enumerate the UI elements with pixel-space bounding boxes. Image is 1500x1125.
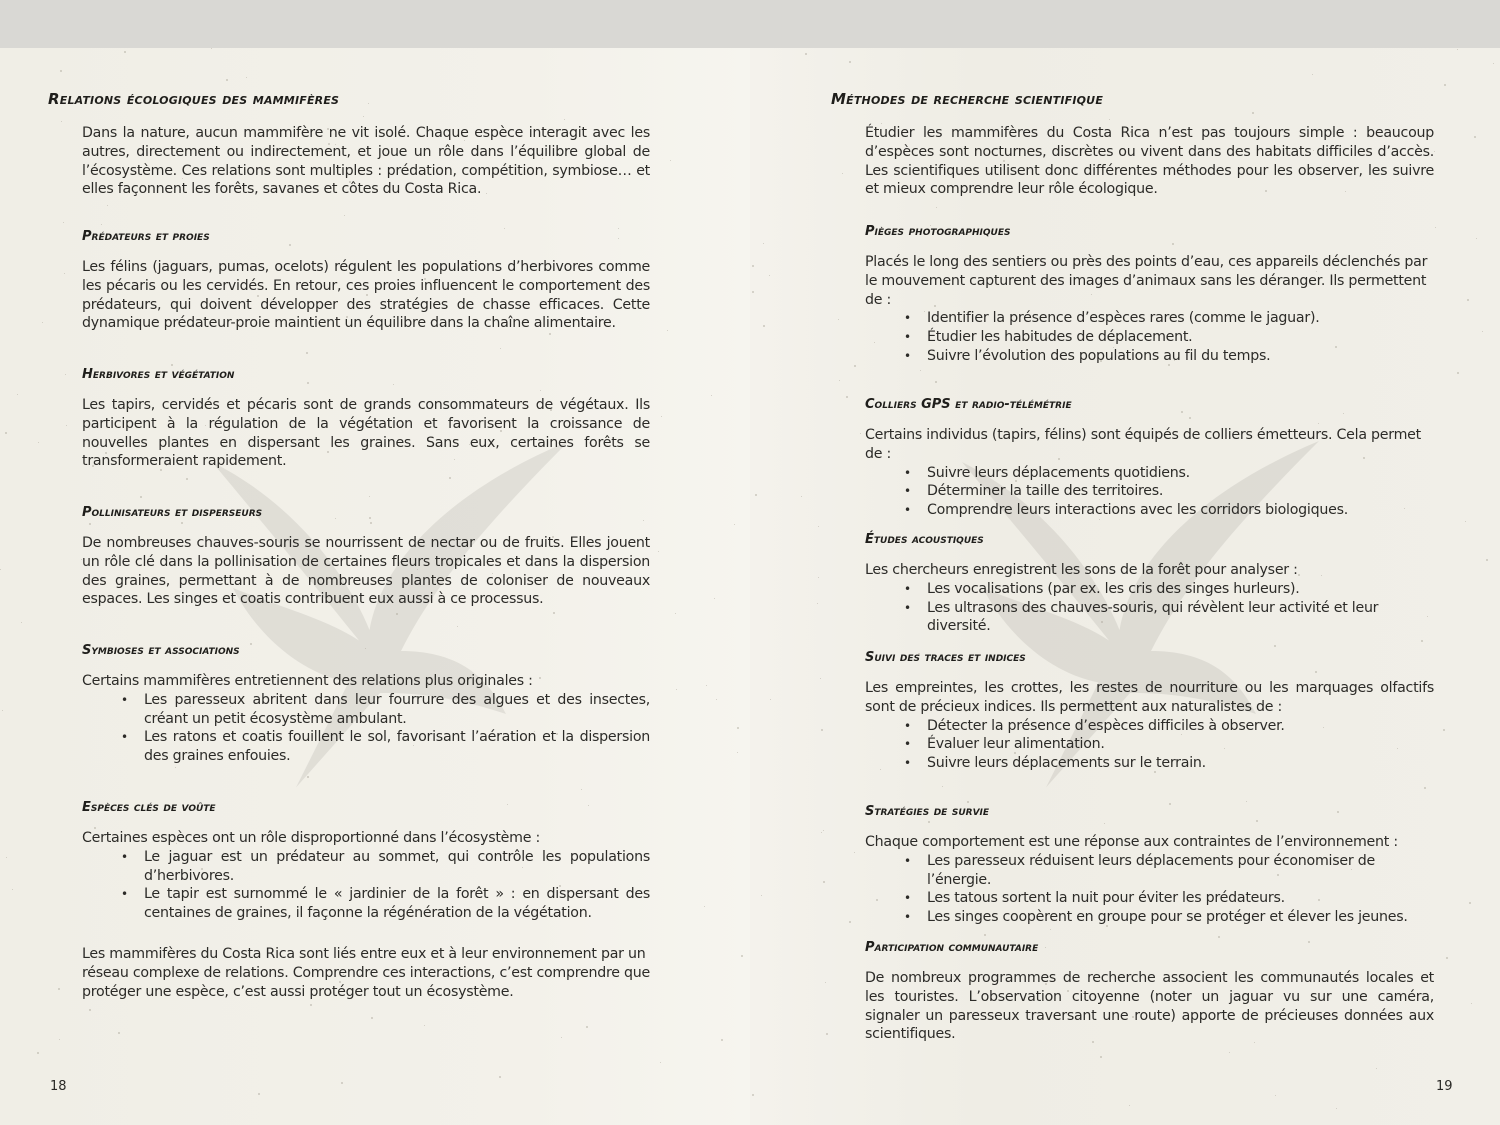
- paper-speck: [424, 1025, 425, 1026]
- paper-speck: [818, 526, 819, 527]
- intro-paragraph: Dans la nature, aucun mammifère ne vit isolé. Chaque espèce interagit avec les autres, directement ou indirectement, et joue un rôle dans l’équilibre global de l’écosystème. Ces relations sont multiples : prédation, compétition, symbiose… et elles façonnent les forêts, savanes et côtes du Costa Rica.: [82, 125, 650, 198]
- paper-speck: [59, 1039, 60, 1040]
- paper-speck: [675, 613, 676, 614]
- bullet-list: [82, 848, 650, 923]
- paper-speck: [65, 374, 66, 375]
- list-item: • Suivre l’évolution des populations au fil du temps.: [927, 347, 1434, 366]
- paper-speck: [935, 381, 937, 383]
- paper-speck: [140, 496, 142, 498]
- section-symbioses: [82, 643, 650, 766]
- paper-speck: [37, 1052, 39, 1054]
- paper-speck: [670, 160, 671, 161]
- paper-speck: [1434, 151, 1435, 152]
- paper-speck: [1421, 640, 1423, 642]
- list-item: • Les paresseux abritent dans leur fourrure des algues et des insectes, créant un petit écosystème ambulant.: [144, 691, 650, 729]
- paper-speck: [586, 1026, 588, 1028]
- intro-section: [82, 124, 650, 199]
- paper-speck: [737, 727, 739, 729]
- paper-speck: [371, 1017, 373, 1019]
- section-title: Participation communautaire: [865, 940, 1039, 955]
- paper-speck: [984, 934, 986, 936]
- list-item: • Identifier la présence d’espèces rares (comme le jaguar).: [927, 309, 1434, 328]
- paper-speck: [1443, 729, 1445, 731]
- page-number: 18: [50, 1079, 67, 1094]
- section-title: Symbioses et associations: [82, 643, 240, 658]
- paper-speck: [752, 291, 754, 293]
- paper-speck: [1109, 119, 1110, 120]
- paper-speck: [549, 333, 551, 335]
- paper-speck: [854, 365, 856, 367]
- section-paragraph: Placés le long des sentiers ou près des points d’eau, ces appareils déclenchés par le mouvement capturent des images d’animaux sans les déranger. Ils permettent de :: [865, 254, 1428, 308]
- section-paragraph: Chaque comportement est une réponse aux contraintes de l’environnement :: [865, 834, 1398, 850]
- paper-speck: [21, 622, 22, 623]
- section-title: Herbivores et végétation: [82, 367, 235, 382]
- paper-speck: [171, 364, 173, 366]
- section-paragraph: Certains mammifères entretiennent des relations plus originales :: [82, 673, 533, 689]
- paper-speck: [763, 243, 764, 244]
- paper-speck: [226, 79, 228, 81]
- paper-speck: [1275, 1095, 1276, 1096]
- paper-speck: [1100, 1056, 1102, 1058]
- list-item: • Le jaguar est un prédateur au sommet, qui contrôle les populations d’herbivores.: [144, 848, 650, 886]
- paper-speck: [769, 275, 770, 276]
- paper-speck: [660, 1062, 661, 1063]
- section-title: Suivi des traces et indices: [865, 650, 1026, 665]
- paper-speck: [63, 222, 64, 223]
- paper-speck: [211, 48, 212, 49]
- paper-speck: [860, 433, 861, 434]
- list-item: • Étudier les habitudes de déplacement.: [927, 328, 1434, 347]
- conclusion-paragraph: Les mammifères du Costa Rica sont liés entre eux et à leur environnement par un réseau complexe de relations. Comprendre ces interactions, c’est comprendre que protéger une espèce, c’est aussi protéger tout un écosystème.: [82, 946, 650, 1000]
- paper-speck: [457, 626, 458, 627]
- paper-speck: [1274, 645, 1276, 647]
- paper-speck: [818, 577, 819, 578]
- paper-speck: [1474, 136, 1476, 138]
- paper-speck: [396, 613, 398, 615]
- paper-speck: [12, 889, 13, 890]
- paper-speck: [716, 699, 717, 700]
- paper-speck: [714, 598, 715, 599]
- paper-speck: [5, 432, 7, 434]
- section-strategies-survie: [865, 804, 1434, 927]
- paper-speck: [175, 767, 176, 768]
- conclusion-section: [82, 945, 650, 1001]
- paper-speck: [64, 273, 65, 274]
- paper-speck: [942, 786, 943, 787]
- paper-speck: [920, 370, 921, 371]
- list-item: • Comprendre leurs interactions avec les corridors biologiques.: [927, 501, 1434, 520]
- list-item: • Les tatous sortent la nuit pour éviter les prédateurs.: [927, 889, 1434, 908]
- paper-speck: [1435, 227, 1436, 228]
- section-title: Prédateurs et proies: [82, 229, 210, 244]
- paper-speck: [1471, 1003, 1472, 1004]
- paper-speck: [581, 789, 582, 790]
- section-colliers-gps: [865, 397, 1434, 520]
- paper-speck: [826, 1033, 828, 1035]
- paper-speck: [823, 881, 825, 883]
- paper-speck: [1476, 238, 1477, 239]
- paper-speck: [839, 380, 840, 381]
- paper-speck: [1444, 84, 1446, 86]
- section-paragraph: Les félins (jaguars, pumas, ocelots) régulent les populations d’herbivores comme les pécaris ou les cervidés. En retour, ces proies influencent le comportement des prédateurs, qui doivent développer des stratégies de chasse efficaces. Cette dynamique prédateur-proie maintient un équilibre dans la chaîne alimentaire.: [82, 259, 650, 332]
- page-title: Méthodes de recherche scientifique: [831, 90, 1104, 108]
- section-paragraph: Les empreintes, les crottes, les restes de nourriture ou les marquages olfactifs sont de précieux indices. Ils permettent aux naturalistes de :: [865, 680, 1434, 715]
- paper-speck: [817, 603, 818, 604]
- list-item: • Le tapir est surnommé le « jardinier de la forêt » : en dispersant des centaines de graines, il façonne la régénération de la végétation.: [144, 885, 650, 923]
- paper-speck: [761, 895, 762, 896]
- paper-speck: [2, 710, 3, 711]
- bullet-list: [865, 852, 1434, 927]
- paper-speck: [368, 103, 369, 104]
- paper-speck: [825, 982, 826, 983]
- list-item: • Les vocalisations (par ex. les cris des singes hurleurs).: [927, 580, 1434, 599]
- paper-speck: [763, 325, 765, 327]
- paper-speck: [1376, 1068, 1377, 1069]
- paper-speck: [936, 207, 937, 208]
- bullet-list: [82, 691, 650, 766]
- paper-speck: [1252, 112, 1254, 114]
- section-herbivores-vegetation: [82, 367, 650, 471]
- paper-speck: [737, 752, 738, 753]
- paper-speck: [258, 1093, 260, 1095]
- paper-speck: [89, 1009, 91, 1011]
- list-item: • Évaluer leur alimentation.: [927, 735, 1434, 754]
- section-paragraph: Certaines espèces ont un rôle disproportionné dans l’écosystème :: [82, 830, 540, 846]
- section-suivi-traces: [865, 650, 1434, 773]
- paper-speck: [820, 678, 821, 679]
- list-item: • Suivre leurs déplacements sur le terrain.: [927, 754, 1434, 773]
- paper-speck: [499, 1076, 501, 1078]
- paper-speck: [821, 832, 822, 833]
- list-item: • Suivre leurs déplacements quotidiens.: [927, 464, 1434, 483]
- paper-speck: [38, 442, 39, 443]
- paper-speck: [1218, 936, 1220, 938]
- paper-speck: [676, 689, 677, 690]
- intro-section: [865, 124, 1434, 199]
- paper-speck: [821, 729, 823, 731]
- paper-speck: [838, 319, 839, 320]
- paper-speck: [0, 569, 1, 570]
- paper-speck: [1424, 787, 1426, 789]
- bullet-list: [865, 580, 1434, 636]
- paper-speck: [17, 394, 18, 395]
- section-title: Études acoustiques: [865, 532, 984, 547]
- section-paragraph: De nombreux programmes de recherche associent les communautés locales et les touristes. L’observation citoyenne (noter un jaguar vu sur une caméra, signaler un paresseux traversant une route) apporte de précieuses données aux scientifiques.: [865, 970, 1434, 1043]
- paper-speck: [1336, 1108, 1337, 1109]
- section-title: Pollinisateurs et disperseurs: [82, 505, 263, 520]
- paper-speck: [564, 119, 565, 120]
- paper-speck: [449, 477, 451, 479]
- section-pollinisateurs: [82, 505, 650, 609]
- paper-speck: [1446, 957, 1448, 959]
- paper-speck: [1486, 559, 1488, 561]
- paper-speck: [658, 551, 659, 552]
- list-item: • Les singes coopèrent en groupe pour se protéger et élever les jeunes.: [927, 908, 1434, 927]
- bullet-list: [865, 309, 1434, 365]
- paper-speck: [1129, 1105, 1130, 1106]
- list-item: • Les paresseux réduisent leurs déplacements pour économiser de l’énergie.: [927, 852, 1434, 890]
- page-left: [0, 48, 750, 1125]
- paper-speck: [60, 70, 62, 72]
- paper-speck: [500, 348, 501, 349]
- paper-speck: [306, 352, 308, 354]
- paper-speck: [1467, 299, 1469, 301]
- section-especes-cles: [82, 800, 650, 923]
- paper-speck: [734, 524, 735, 525]
- paper-speck: [661, 416, 662, 417]
- paper-speck: [842, 173, 843, 174]
- paper-speck: [363, 116, 364, 117]
- paper-speck: [186, 478, 188, 480]
- section-title: Colliers GPS et radio-télémétrie: [865, 397, 1072, 412]
- paper-speck: [58, 988, 60, 990]
- paper-speck: [706, 685, 707, 686]
- paper-speck: [344, 215, 345, 216]
- paper-speck: [1050, 929, 1051, 930]
- paper-speck: [307, 776, 309, 778]
- paper-speck: [1246, 801, 1247, 802]
- paper-speck: [704, 906, 705, 907]
- paper-speck: [770, 699, 771, 700]
- paper-speck: [107, 205, 108, 206]
- paper-speck: [721, 1039, 723, 1041]
- paper-speck: [1493, 63, 1494, 64]
- section-title: Pièges photographiques: [865, 224, 1011, 239]
- paper-speck: [561, 1037, 562, 1038]
- list-item: • Déterminer la taille des territoires.: [927, 482, 1434, 501]
- paper-speck: [801, 496, 802, 497]
- paper-speck: [849, 61, 851, 63]
- page-title: Relations écologiques des mammifères: [48, 90, 340, 108]
- bullet-list: [865, 464, 1434, 520]
- paper-speck: [246, 77, 247, 78]
- paper-speck: [846, 396, 848, 398]
- paper-speck: [369, 496, 370, 497]
- paper-speck: [118, 1032, 120, 1034]
- paper-speck: [805, 53, 807, 55]
- list-item: • Les ratons et coatis fouillent le sol, favorisant l’aération et la dispersion des graines enfouies.: [144, 728, 650, 766]
- intro-paragraph: Étudier les mammifères du Costa Rica n’est pas toujours simple : beaucoup d’espèces sont nocturnes, discrètes ou vivent dans des habitats difficiles d’accès. Les scientifiques utilisent donc différentes méthodes pour les observer, les suivre et mieux comprendre leur rôle écologique.: [865, 125, 1434, 198]
- section-title: Espèces clés de voûte: [82, 800, 216, 815]
- paper-speck: [553, 612, 555, 614]
- paper-speck: [1465, 521, 1466, 522]
- paper-speck: [124, 51, 126, 53]
- list-item: • Détecter la présence d’espèces difficiles à observer.: [927, 717, 1434, 736]
- paper-speck: [849, 921, 851, 923]
- paper-speck: [61, 121, 62, 122]
- paper-speck: [755, 494, 757, 496]
- section-paragraph: Certains individus (tapirs, félins) sont équipés de colliers émetteurs. Cela permet de :: [865, 427, 1421, 462]
- list-item: • Les ultrasons des chauves-souris, qui révèlent leur activité et leur diversité.: [927, 599, 1434, 637]
- page-right: [750, 48, 1500, 1125]
- paper-speck: [101, 224, 102, 225]
- section-pieges-photographiques: [865, 224, 1434, 366]
- paper-speck: [967, 801, 969, 803]
- paper-speck: [1229, 1052, 1230, 1053]
- section-title: Stratégies de survie: [865, 804, 990, 819]
- paper-speck: [341, 1082, 343, 1084]
- paper-speck: [667, 330, 668, 331]
- section-paragraph: De nombreuses chauves-souris se nourrissent de nectar ou de fruits. Elles jouent un rôle clé dans la pollinisation de certaines fleurs tropicales et dans la dispersion des graines, permettant à de nombreuses plantes de coloniser de nouveaux espaces. Les singes et coatis contribuent eux aussi à ce processus.: [82, 535, 650, 608]
- paper-speck: [1482, 331, 1483, 332]
- paper-speck: [6, 857, 7, 858]
- paper-speck: [752, 1094, 754, 1096]
- paper-speck: [1457, 372, 1459, 374]
- paper-speck: [752, 265, 754, 267]
- section-participation: [865, 940, 1434, 1044]
- bullet-list: [865, 717, 1434, 773]
- paper-speck: [1469, 902, 1471, 904]
- paper-speck: [1312, 74, 1313, 75]
- paper-speck: [310, 1004, 312, 1006]
- section-predateurs-proies: [82, 229, 650, 333]
- paper-speck: [823, 830, 824, 831]
- section-paragraph: Les tapirs, cervidés et pécaris sont de grands consommateurs de végétaux. Ils participent à la régulation de la végétation et favorisent la croissance de nouvelles plantes en dispersant les graines. Sans eux, certaines forêts se transformeraient rapidement.: [82, 397, 650, 470]
- paper-speck: [1457, 49, 1458, 50]
- paper-speck: [741, 955, 743, 957]
- viewer-top-bar: [0, 0, 1500, 48]
- page-number: 19: [1436, 1079, 1453, 1094]
- section-etudes-acoustiques: [865, 532, 1434, 636]
- paper-speck: [854, 852, 855, 853]
- paper-speck: [66, 425, 67, 426]
- section-paragraph: Les chercheurs enregistrent les sons de la forêt pour analyser :: [865, 562, 1298, 578]
- paper-speck: [42, 322, 43, 323]
- paper-speck: [711, 395, 712, 396]
